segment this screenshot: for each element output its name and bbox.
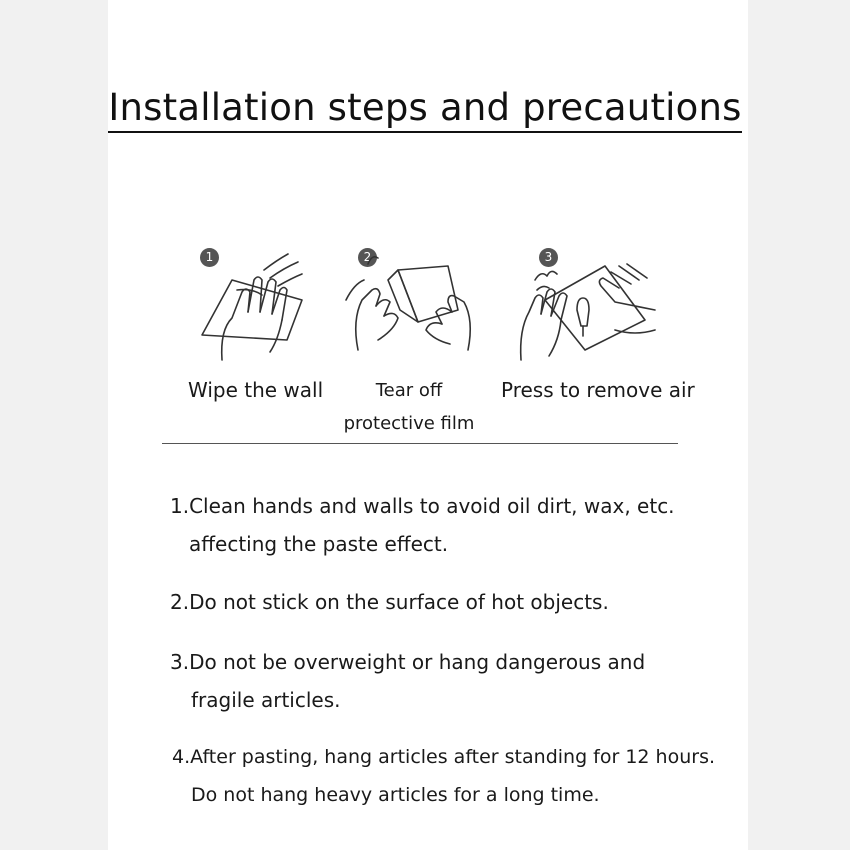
precaution-1-line1: 1.Clean hands and walls to avoid oil dirt, wax, etc. [170,494,675,518]
step-2-badge: 2 [358,248,377,267]
precaution-2 [170,583,609,621]
precaution-4-line2: Do not hang heavy articles for a long time. [191,784,600,806]
precaution-4-line1: 4.After pasting, hang articles after standing for 12 hours. [172,746,716,768]
step-3-badge: 3 [539,248,558,267]
step-1 [188,240,342,402]
hands-pressing-hook-icon [515,240,665,370]
step-3 [501,240,695,402]
precaution-1-line2: affecting the paste effect. [189,532,449,556]
precaution-3-line2: fragile articles. [191,688,341,712]
step-2 [338,240,488,434]
precaution-3 [170,643,645,719]
hand-wiping-cloth-icon [192,240,342,370]
step-1-badge: 1 [200,248,219,267]
precaution-2-line1: 2.Do not stick on the surface of hot objects. [170,590,609,614]
step-1-label: Wipe the wall [188,378,324,402]
precaution-3-line1: 3.Do not be overweight or hang dangerous and [170,650,646,674]
section-divider [162,443,678,444]
precaution-4 [172,738,715,814]
step-3-label: Press to remove air [501,378,695,402]
precaution-1 [170,487,675,563]
hands-peeling-film-icon [338,240,488,370]
step-2-label-line2: protective film [343,413,475,434]
step-2-label-line1: Tear off [375,380,443,401]
page-title: Installation steps and precautions [0,86,850,129]
